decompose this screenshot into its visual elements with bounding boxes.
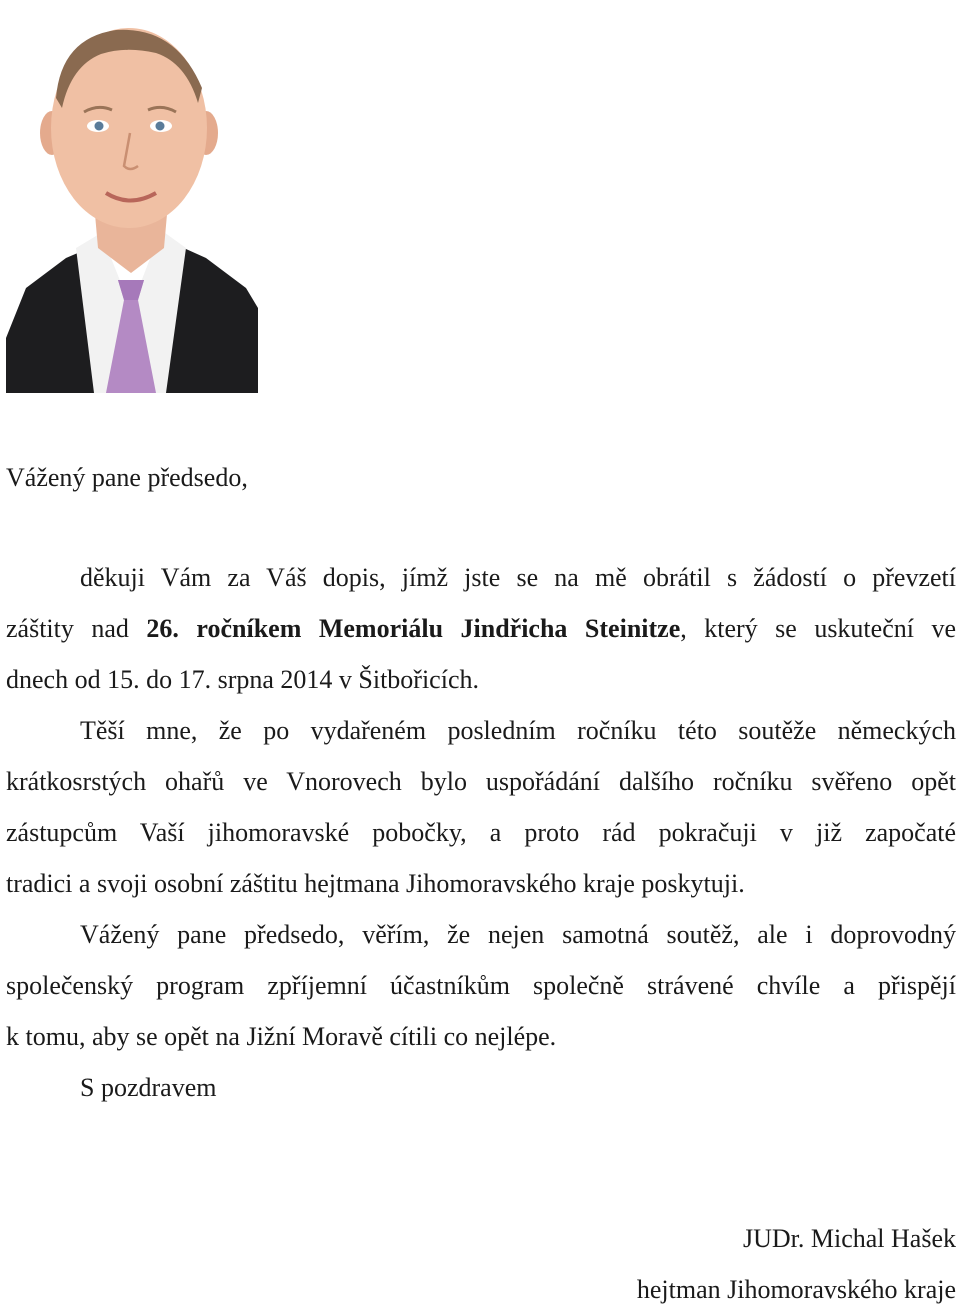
paragraph-line: děkuji Vám za Váš dopis, jímž jste se na mě obrátil s žádostí o převzetí: [80, 563, 956, 592]
paragraph-line: tradici a svoji osobní záštitu hejtmana Jihomoravského kraje poskytuji.: [6, 869, 745, 898]
paragraph-line: [6, 614, 956, 644]
paragraph-line: k tomu, aby se opět na Jižní Moravě cítili co nejlépe.: [6, 1022, 557, 1051]
paragraph-line: krátkosrstých ohařů ve Vnorovech bylo uspořádání dalšího ročníku svěřeno opět: [6, 767, 956, 796]
signature-title: hejtman Jihomoravského kraje: [636, 1275, 956, 1304]
letter-salutation: Vážený pane předsedo,: [6, 463, 248, 492]
portrait-illustration: [6, 8, 258, 393]
letter-closing: S pozdravem: [80, 1073, 217, 1102]
event-name: 26. ročníkem Memoriálu Jindřicha Steinitze: [146, 614, 681, 643]
paragraph-line: zástupcům Vaší jihomoravské pobočky, a proto rád pokračuji v již započaté: [6, 818, 956, 847]
paragraph-line: dnech od 15. do 17. srpna 2014 v Šitbořicích.: [6, 665, 479, 694]
text-span: záštity nad: [6, 614, 147, 643]
signature-name: JUDr. Michal Hašek: [742, 1224, 956, 1253]
paragraph-line: Těší mne, že po vydařeném posledním ročníku této soutěže německých: [80, 716, 956, 745]
paragraph-line: Vážený pane předsedo, věřím, že nejen samotná soutěž, ale i doprovodný: [80, 920, 956, 949]
text-span: , který se uskuteční ve: [680, 614, 956, 643]
portrait-photo: [6, 8, 258, 393]
paragraph-line: společenský program zpříjemní účastníkům společně strávené chvíle a přispějí: [6, 971, 956, 1000]
